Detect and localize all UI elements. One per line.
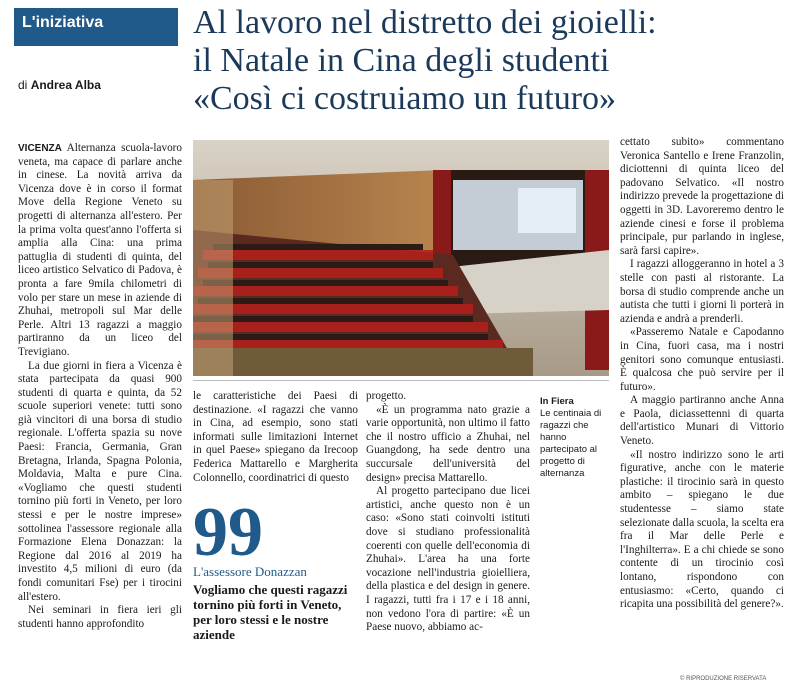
paragraph: «Passeremo Natale e Capodanno in Cina, fuori casa, ma i nostri genitori sono comunque entusiasti. È qualcosa che può servire per il futuro».	[620, 326, 784, 393]
article-column-1	[18, 142, 182, 631]
quote-mark-icon: 99	[193, 494, 263, 571]
headline-line-1: Al lavoro nel distretto dei gioielli:	[193, 4, 657, 41]
paragraph: «Il nostro indirizzo sono le arti figurative, anche con le materie plastiche: il tirocinio sarà in questo ambito – spiegano le due studentesse – siamo state selezionate dalla scuola, la scelta era fra il Mar delle Perle e l'Inghilterra». E a chi chiede se sono contente di un tirocinio così lontano, rispondono con entusiasmo: «Certo, quando ci ricapita una possibilità del genere?».	[620, 448, 784, 611]
photo-divider	[193, 380, 609, 381]
article-column-4	[620, 136, 784, 612]
paragraph: progetto.	[366, 390, 407, 402]
headline	[193, 4, 783, 118]
byline	[18, 78, 101, 92]
paragraph: Alternanza scuola-lavoro veneta, ma capace di parlare anche in cinese. La novità arriva da Vicenza dove è in corso il format Move della Regione Veneto su progetti di alternanza all'estero. Per la prima volta quest'anno l'offerta si amplia alla Cina: una prima pattuglia di studenti di quinta, del liceo artistico Selvatico di Padova, è pronta a fare 9mila chilometri di volo per stare un mese in aziende di Zhuhai, metropoli sul Mar delle Perle. Altri 13 ragazzi a maggio partiranno da un liceo del Trevigiano.	[18, 142, 182, 358]
headline-line-3: «Così ci costruiamo un futuro»	[193, 80, 617, 117]
auditorium-photo	[193, 140, 609, 376]
article-column-2	[193, 390, 358, 485]
caption-title: In Fiera	[540, 396, 574, 407]
paragraph: I ragazzi alloggeranno in hotel a 3 stelle con pasti al ristorante. La borsa di studio comprende anche un autista che tutti i giorni li porterà in azienda e andrà a prenderli.	[620, 258, 784, 325]
author-name: Andrea Alba	[30, 78, 101, 92]
quote-attribution: L'assessore Donazzan	[193, 564, 307, 579]
photo-caption	[540, 396, 616, 480]
byline-prefix: di	[18, 78, 28, 92]
paragraph: cettato subito» commentano Veronica Santello e Irene Franzolin, diciottenni di quinta liceo del padovano Selvatico. «Il nostro indirizzo prevede la progettazione di oggetti in 3D. Lavoreremo dentro le aziende cinesi e forse il problema principale, pur parlando in inglese, sarà farsi capire».	[620, 136, 785, 257]
paragraph: le caratteristiche dei Paesi di destinazione. «I ragazzi che vanno in Cina, ad esempio, sono stati informati sulle limitazioni Internet in quel Paese» spiegano da Irecoop Federica Mattarello e Margherita Colonnello, coordinatrici di questo	[193, 390, 358, 484]
paragraph: A maggio partiranno anche Anna e Paola, diciassettenni di quarta dell'artistico Munari di Vittorio Veneto.	[620, 394, 784, 448]
pull-quote	[193, 494, 363, 642]
paragraph: «È un programma nato grazie a varie opportunità, non ultimo il fatto che il nostro ufficio a Zhuhai, nel Guangdong, ha sede dentro una succursale dell'università del design» precisa Mattarello.	[366, 403, 530, 484]
caption-text: Le centinaia di ragazzi che hanno partecipato al progetto di alternanza	[540, 408, 602, 479]
paragraph: Nei seminari in fiera ieri gli studenti hanno approfondito	[18, 604, 182, 630]
quote-text: Vogliamo che questi ragazzi tornino più forti in Veneto, per loro stessi e le nostre aziende	[193, 582, 348, 642]
auditorium-illustration	[193, 140, 609, 376]
article-column-3	[366, 390, 530, 635]
dateline: VICENZA	[18, 143, 62, 154]
section-tag: L'iniziativa	[14, 8, 178, 46]
copyright-notice: © RIPRODUZIONE RISERVATA	[680, 676, 767, 682]
headline-line-2: il Natale in Cina degli studenti	[193, 42, 610, 79]
paragraph: La due giorni in fiera a Vicenza è stata partecipata da quasi 900 studenti di quarta e quinta, da 52 scuole superiori venete: tutti sono già vincitori di una borsa di studio regionale. L'offerta spazia su nove Paesi: Francia, Germania, Gran Bretagna, Irlanda, Spagna Polonia, Moldavia, Malta e pure Cina. «Vogliamo che questi studenti tornino più forti in Veneto, per loro stessi e per le nostre imprese» sottolinea l'assessore regionale alla Formazione Elena Donazzan: la Regione dal 2016 al 2019 ha investito 4,5 milioni di euro (da fondi comunitari Fse) per i tirocini all'estero.	[18, 359, 182, 603]
paragraph: Al progetto partecipano due licei artistici, anche questo non è un caso: «Sono stati coinvolti istituti dove si studiano professionalità coerenti con quelle dell'economia di Zhuhai». L'area ha una forte vocazione nell'industria gioielliera, della plastica e del design in genere. I ragazzi, tutti fra i 17 e i 18 anni, non vedono l'ora di partire: «È un Paese nuovo, abbiamo ac-	[366, 485, 530, 634]
